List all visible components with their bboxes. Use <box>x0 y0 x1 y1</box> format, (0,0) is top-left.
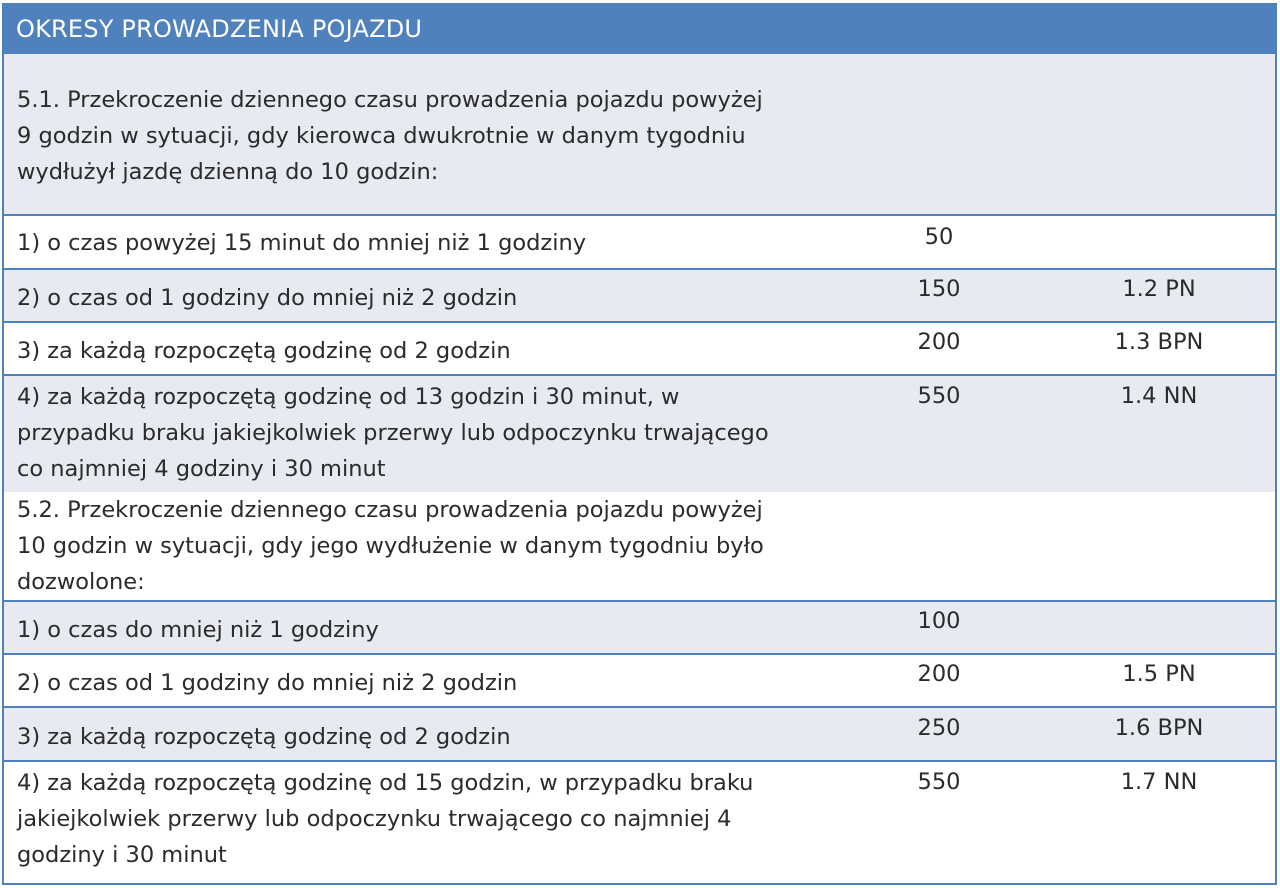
row-points: 1.3 BPN <box>1114 329 1204 355</box>
row-points: 1.2 PN <box>1122 276 1196 302</box>
row-description: 3) za każdą rozpoczętą godzinę od 2 godzin <box>17 338 511 364</box>
row-description: 1) o czas do mniej niż 1 godziny <box>17 617 379 643</box>
section-heading-5-1 <box>4 54 1275 216</box>
row-description: 1) o czas powyżej 15 minut do mniej niż 1 godziny <box>17 230 587 256</box>
row-amount: 550 <box>917 769 961 795</box>
row-description: 4) za każdą rozpoczętą godzinę od 13 godzin i 30 minut, w przypadku braku jakiejkolwiek przerwy lub odpoczynku trwającego co najmniej 4 godziny i 30 minut <box>17 384 769 482</box>
row-description: 3) za każdą rozpoczętą godzinę od 2 godzin <box>17 724 511 750</box>
section-heading-5-2 <box>4 492 1275 602</box>
table-header <box>4 5 1275 54</box>
section-title: 5.2. Przekroczenie dziennego czasu prowadzenia pojazdu powyżej 10 godzin w sytuacji, gdy jego wydłużenie w danym tygodniu było dozwolone: <box>17 497 764 595</box>
row-amount: 200 <box>917 329 961 355</box>
table-row <box>4 216 1275 270</box>
table-row <box>4 323 1275 376</box>
row-amount: 50 <box>924 224 954 250</box>
table-row <box>4 708 1275 762</box>
row-points: 1.6 BPN <box>1114 715 1204 741</box>
table-row <box>4 270 1275 323</box>
row-amount: 200 <box>917 661 961 687</box>
row-description: 2) o czas od 1 godziny do mniej niż 2 godzin <box>17 285 518 311</box>
table-title: OKRESY PROWADZENIA POJAZDU <box>16 15 423 43</box>
table-row <box>4 602 1275 655</box>
row-amount: 550 <box>917 383 961 409</box>
row-amount: 250 <box>917 715 961 741</box>
table-row <box>4 655 1275 708</box>
section-title: 5.1. Przekroczenie dziennego czasu prowadzenia pojazdu powyżej 9 godzin w sytuacji, gdy kierowca dwukrotnie w danym tygodniu wydłużył jazdę dzienną do 10 godzin: <box>17 87 763 185</box>
penalty-table <box>2 3 1277 885</box>
row-amount: 150 <box>917 276 961 302</box>
row-description: 4) za każdą rozpoczętą godzinę od 15 godzin, w przypadku braku jakiejkolwiek przerwy lub odpoczynku trwającego co najmniej 4 godziny i 30 minut <box>17 770 754 868</box>
table-row <box>4 376 1275 492</box>
row-amount: 100 <box>917 608 961 634</box>
table-row <box>4 762 1275 883</box>
row-points: 1.4 NN <box>1120 383 1198 409</box>
row-description: 2) o czas od 1 godziny do mniej niż 2 godzin <box>17 670 518 696</box>
row-points: 1.5 PN <box>1122 661 1196 687</box>
row-points: 1.7 NN <box>1120 769 1198 795</box>
